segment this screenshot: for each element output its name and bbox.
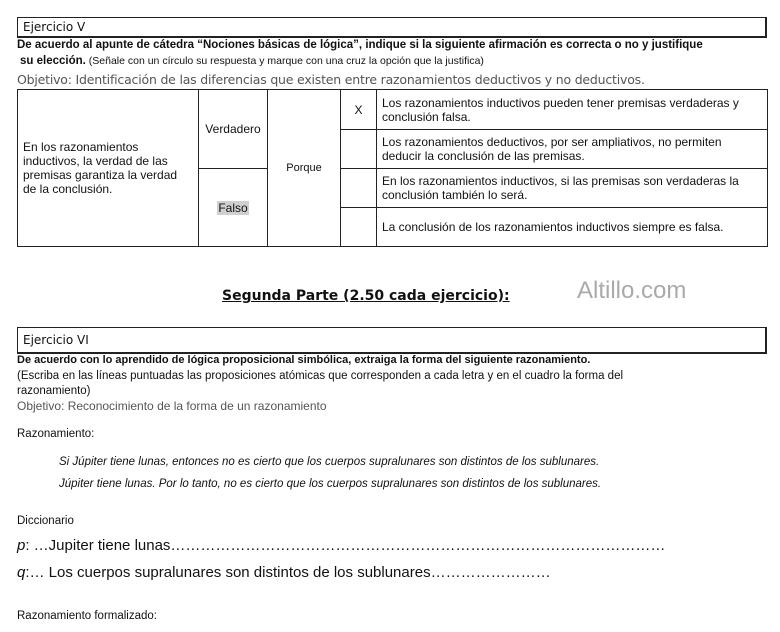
exercise-5-instruction: De acuerdo al apunte de cátedra “Nociones básicas de lógica”, indique si la siguiente afirmación es correcta o no y justifique (17, 39, 703, 51)
exercise-5-objective: Objetivo: Identificación de las diferencias que existen entre razonamientos deductivos y no deductivos. (17, 72, 645, 87)
variable: p (17, 537, 26, 554)
instruction-note: (Señale con un círculo su respuesta y marque con una cruz la opción que la justifica) (88, 55, 484, 67)
entry-text: : …Jupiter tiene lunas……………………………………………………………………………………… (25, 537, 666, 554)
exercise-5-header (17, 17, 767, 38)
justification-text: Los razonamientos deductivos, por ser ampliativos, no permiten deducir la conclusión de las premisas. (377, 130, 768, 169)
exercise-5-title: Ejercicio V (23, 20, 86, 34)
option-true-label: Verdadero (205, 122, 261, 136)
formalized-label: Razonamiento formalizado: (17, 610, 157, 622)
option-false-label: Falso (218, 200, 248, 215)
justification-text: Los razonamientos inductivos pueden tener premisas verdaderas y conclusión falsa. (377, 90, 768, 130)
section-title: Segunda Parte (2.50 cada ejercicio): (222, 288, 510, 304)
exercise-6-title: Ejercicio VI (23, 333, 89, 347)
exercise-6-note: (Escriba en las líneas puntuadas las proposiciones atómicas que corresponden a cada letra y en el cuadro la forma del (17, 370, 624, 382)
option-true[interactable] (199, 90, 268, 169)
reasoning-label: Razonamiento: (17, 428, 95, 440)
exercise-6-note-2: razonamiento) (17, 385, 91, 397)
exercise-5-instruction-2 (20, 55, 484, 67)
option-false[interactable] (199, 169, 268, 247)
dictionary-entry-q[interactable] (17, 564, 551, 581)
exercise-5-table (17, 89, 768, 247)
reasoning-line: Si Júpiter tiene lunas, entonces no es cierto que los cuerpos supralunares son distintos de los sublunares. (59, 456, 600, 468)
exercise-6-objective: Objetivo: Reconocimiento de la forma de un razonamiento (17, 399, 327, 413)
reasoning-line: Júpiter tiene lunas. Por lo tanto, no es cierto que los cuerpos supralunares son distintos de los sublunares. (59, 478, 602, 490)
statement-cell: En los razonamientos inductivos, la verdad de las premisas garantiza la verdad de la conclusión. (18, 90, 199, 247)
entry-text: :… Los cuerpos supralunares son distintos de los sublunares…………………… (25, 564, 551, 581)
justification-text: La conclusión de los razonamientos inductivos siempre es falsa. (377, 208, 768, 247)
dictionary-label: Diccionario (17, 515, 74, 527)
watermark-logo: Altillo.com (577, 277, 687, 304)
dictionary-entry-p[interactable] (17, 537, 665, 554)
mark-cell[interactable] (341, 130, 377, 169)
mark-cell[interactable] (341, 208, 377, 247)
variable: q (17, 564, 26, 581)
mark-cell[interactable] (341, 169, 377, 208)
because-cell: Porque (268, 90, 341, 247)
mark-cell[interactable]: X (341, 90, 377, 130)
exercise-6-instruction: De acuerdo con lo aprendido de lógica proposicional simbólica, extraiga la forma del siguiente razonamiento. (17, 354, 591, 366)
justification-text: En los razonamientos inductivos, si las premisas son verdaderas la conclusión también lo será. (377, 169, 768, 208)
instruction-bold: su elección. (20, 55, 86, 67)
exercise-6-header (17, 327, 767, 354)
